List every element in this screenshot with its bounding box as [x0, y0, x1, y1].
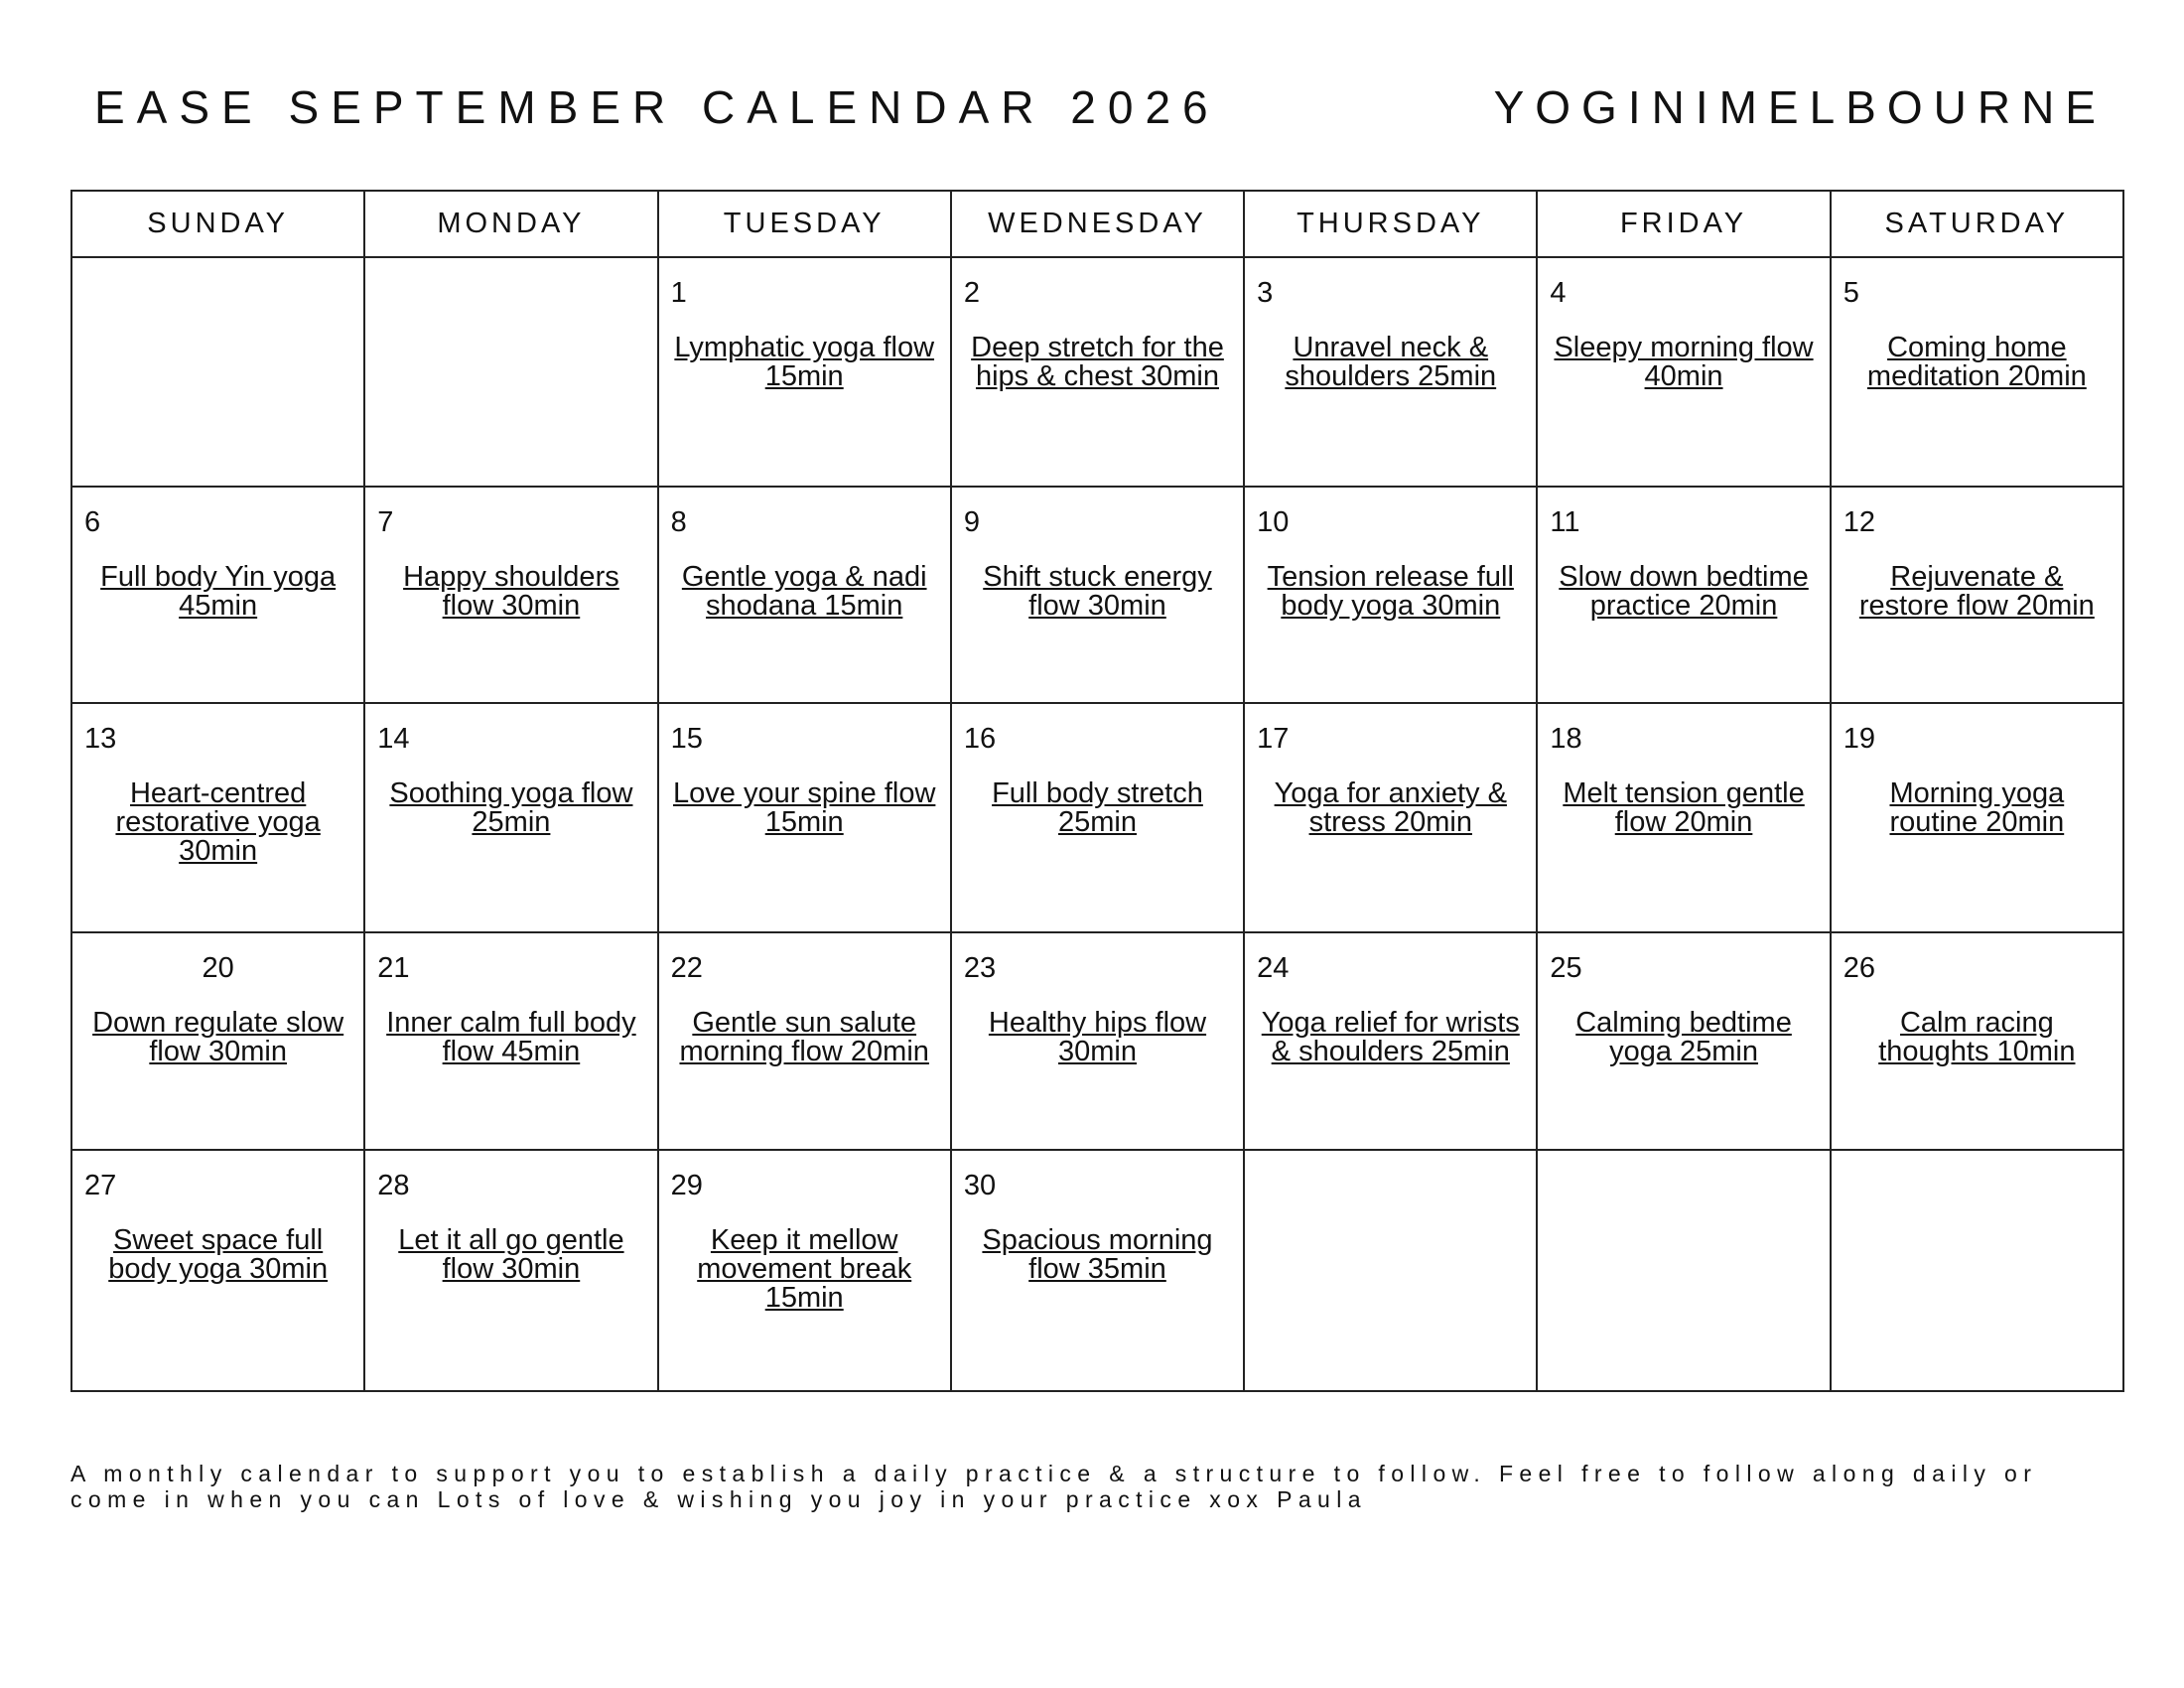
day-number: 29: [670, 1170, 703, 1201]
weekday-thursday: THURSDAY: [1244, 191, 1537, 257]
day-cell: [71, 932, 364, 1150]
week-row: [71, 487, 2123, 703]
weekday-tuesday: TUESDAY: [658, 191, 951, 257]
day-number: 12: [1843, 506, 1875, 538]
day-number: 30: [963, 1170, 997, 1201]
week-row: [71, 1150, 2123, 1391]
event-link[interactable]: Yoga relief for wrists & shoulders 25min: [1261, 1007, 1520, 1067]
day-number: 28: [377, 1170, 410, 1201]
day-number: 10: [1257, 506, 1290, 538]
day-cell: [658, 932, 951, 1150]
weekday-wednesday: WEDNESDAY: [951, 191, 1244, 257]
day-number: 13: [84, 723, 117, 755]
day-number: 4: [1550, 277, 1567, 309]
weekday-header-row: [71, 191, 2123, 257]
empty-day-cell: [1831, 1150, 2123, 1391]
day-cell: [364, 1150, 657, 1391]
day-cell: [1831, 487, 2123, 703]
day-number: 22: [670, 952, 703, 984]
event-link[interactable]: Spacious morning flow 35min: [982, 1224, 1213, 1285]
day-cell: [1831, 932, 2123, 1150]
event-link[interactable]: Yoga for anxiety & stress 20min: [1274, 777, 1507, 838]
day-cell: [1831, 703, 2123, 932]
event-link[interactable]: Calm racing thoughts 10min: [1878, 1007, 2076, 1067]
day-number: 9: [963, 506, 980, 538]
week-row: [71, 703, 2123, 932]
day-number: 15: [670, 723, 703, 755]
event-link[interactable]: Melt tension gentle flow 20min: [1563, 777, 1805, 838]
day-number: 11: [1550, 506, 1580, 538]
day-cell: [71, 1150, 364, 1391]
day-number: 24: [1257, 952, 1290, 984]
event-link[interactable]: Healthy hips flow 30min: [988, 1007, 1207, 1067]
day-number: 2: [963, 277, 980, 309]
empty-day-cell: [1244, 1150, 1537, 1391]
day-cell: [951, 487, 1244, 703]
day-number: 6: [84, 506, 101, 538]
brand-name: YOGINIMELBOURNE: [1493, 81, 2107, 133]
event-link[interactable]: Rejuvenate & restore flow 20min: [1858, 561, 2095, 622]
day-number: 5: [1843, 277, 1859, 309]
empty-day-cell: [71, 257, 364, 487]
event-link[interactable]: Full body Yin yoga 45min: [100, 561, 337, 622]
day-cell: [364, 487, 657, 703]
empty-day-cell: [1537, 1150, 1830, 1391]
day-number: 3: [1257, 277, 1274, 309]
day-cell: [1537, 487, 1830, 703]
event-link[interactable]: Calming bedtime yoga 25min: [1575, 1007, 1792, 1067]
event-link[interactable]: Deep stretch for the hips & chest 30min: [971, 332, 1224, 392]
day-cell: [1537, 257, 1830, 487]
event-link[interactable]: Inner calm full body flow 45min: [386, 1007, 636, 1067]
day-cell: [1244, 932, 1537, 1150]
day-cell: [951, 932, 1244, 1150]
day-cell: [951, 1150, 1244, 1391]
day-number: 20: [202, 952, 234, 984]
day-cell: [71, 487, 364, 703]
event-link[interactable]: Let it all go gentle flow 30min: [398, 1224, 624, 1285]
day-number: 17: [1257, 723, 1290, 755]
day-number: 8: [670, 506, 687, 538]
day-cell: [658, 257, 951, 487]
day-number: 27: [84, 1170, 117, 1201]
footer-note: A monthly calendar to support you to establish a daily practice & a structure to follow. Feel free to follow along daily or come in when you can Lots of love & wishing you joy in your practice xox Paula: [70, 1461, 2038, 1512]
event-link[interactable]: Shift stuck energy flow 30min: [983, 561, 1212, 622]
event-link[interactable]: Gentle yoga & nadi shodana 15min: [681, 561, 927, 622]
day-cell: [1831, 257, 2123, 487]
day-number: 23: [963, 952, 997, 984]
day-cell: [658, 487, 951, 703]
day-cell: [951, 703, 1244, 932]
calendar-grid: [70, 190, 2124, 1392]
day-cell: [364, 932, 657, 1150]
day-cell: [658, 1150, 951, 1391]
day-cell: [1244, 487, 1537, 703]
day-cell: [951, 257, 1244, 487]
event-link[interactable]: Gentle sun salute morning flow 20min: [679, 1007, 929, 1067]
event-link[interactable]: Unravel neck & shoulders 25min: [1285, 332, 1497, 392]
weekday-sunday: SUNDAY: [71, 191, 364, 257]
event-link[interactable]: Soothing yoga flow 25min: [389, 777, 633, 838]
day-number: 7: [377, 506, 394, 538]
day-cell: [71, 703, 364, 932]
page-title: EASE SEPTEMBER CALENDAR 2026: [94, 81, 1220, 133]
day-cell: [1244, 703, 1537, 932]
event-link[interactable]: Coming home meditation 20min: [1866, 332, 2087, 392]
event-link[interactable]: Full body stretch 25min: [992, 777, 1203, 838]
empty-day-cell: [364, 257, 657, 487]
week-row: [71, 257, 2123, 487]
day-cell: [1537, 932, 1830, 1150]
event-link[interactable]: Sweet space full body yoga 30min: [108, 1224, 329, 1285]
day-number: 26: [1843, 952, 1875, 984]
event-link[interactable]: Heart-centred restorative yoga 30min: [115, 777, 321, 867]
event-link[interactable]: Keep it mellow movement break 15min: [697, 1224, 912, 1314]
day-number: 1: [670, 277, 687, 309]
day-number: 19: [1843, 723, 1875, 755]
event-link[interactable]: Morning yoga routine 20min: [1889, 777, 2065, 838]
day-cell: [364, 703, 657, 932]
event-link[interactable]: Happy shoulders flow 30min: [403, 561, 619, 622]
event-link[interactable]: Sleepy morning flow 40min: [1554, 332, 1814, 392]
event-link[interactable]: Down regulate slow flow 30min: [92, 1007, 344, 1067]
day-number: 18: [1550, 723, 1582, 755]
day-number: 21: [377, 952, 410, 984]
event-link[interactable]: Tension release full body yoga 30min: [1267, 561, 1514, 622]
event-link[interactable]: Lymphatic yoga flow 15min: [674, 332, 935, 392]
day-cell: [1537, 703, 1830, 932]
day-number: 14: [377, 723, 410, 755]
event-link[interactable]: Slow down bedtime practice 20min: [1559, 561, 1809, 622]
day-number: 16: [963, 723, 997, 755]
day-cell: [658, 703, 951, 932]
day-cell: [1244, 257, 1537, 487]
week-row: [71, 932, 2123, 1150]
weekday-monday: MONDAY: [364, 191, 657, 257]
weekday-friday: FRIDAY: [1537, 191, 1830, 257]
weekday-saturday: SATURDAY: [1831, 191, 2123, 257]
day-number: 25: [1550, 952, 1582, 984]
event-link[interactable]: Love your spine flow 15min: [673, 777, 936, 838]
